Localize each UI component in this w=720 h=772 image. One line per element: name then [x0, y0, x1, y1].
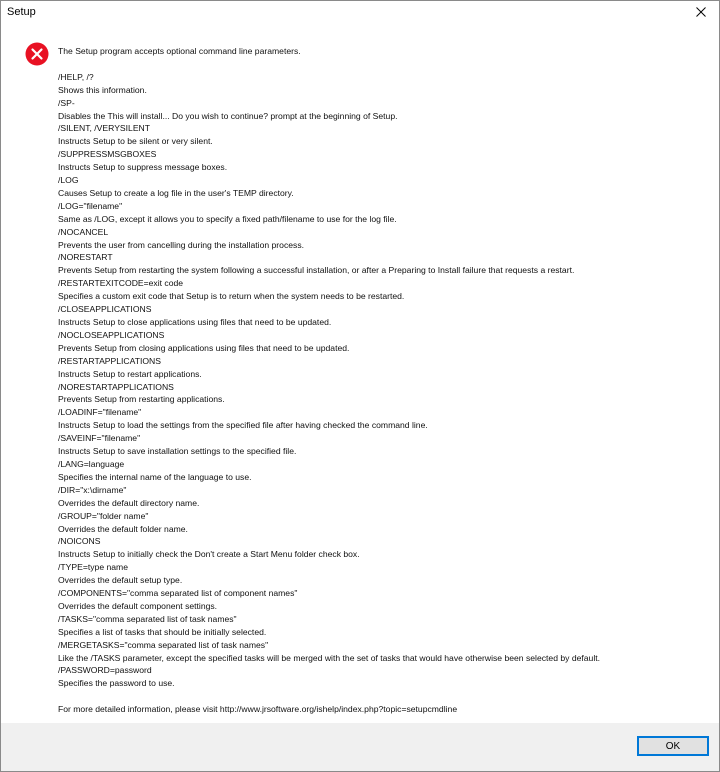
- message-line: Instructs Setup to be silent or very silent.: [58, 136, 213, 147]
- message-line: Same as /LOG, except it allows you to specify a fixed path/filename to use for the log file.: [58, 213, 397, 224]
- window-title: Setup: [7, 6, 36, 18]
- message-line: /NOICONS: [58, 536, 101, 547]
- title-bar: [1, 1, 719, 25]
- message-line: [58, 690, 708, 703]
- message-line: Specifies a custom exit code that Setup is to return when the system needs to be restarted.: [58, 291, 405, 302]
- message-line: /NOCANCEL: [58, 226, 109, 237]
- ok-button[interactable]: OK: [637, 736, 709, 756]
- message-line: /COMPONENTS="comma separated list of component names": [58, 588, 298, 599]
- message-line: [58, 58, 708, 71]
- message-line: Shows this information.: [58, 84, 147, 95]
- message-line: /HELP, /?: [58, 71, 94, 82]
- message-line: /PASSWORD=password: [58, 665, 152, 676]
- message-line: /LOG: [58, 175, 79, 186]
- message-line: Instructs Setup to restart applications.: [58, 368, 202, 379]
- message-line: Like the /TASKS parameter, except the specified tasks will be merged with the set of tasks that would have otherwise been selected by default.: [58, 652, 601, 663]
- dialog-content: [1, 25, 719, 723]
- message-line: Specifies a list of tasks that should be initially selected.: [58, 626, 267, 637]
- message-line: /SILENT, /VERYSILENT: [58, 123, 151, 134]
- message-line: Prevents the user from cancelling during the installation process.: [58, 239, 305, 250]
- message-line: Instructs Setup to initially check the Don't create a Start Menu folder check box.: [58, 549, 360, 560]
- message-line: Prevents Setup from restarting the system following a successful installation, or after a Preparing to Install failure that requests a restart.: [58, 265, 575, 276]
- message-line: /MERGETASKS="comma separated list of task names": [58, 639, 269, 650]
- message-line: /SP-: [58, 97, 75, 108]
- message-line: Instructs Setup to close applications using files that need to be updated.: [58, 317, 332, 328]
- close-button[interactable]: [687, 1, 715, 23]
- message-line: /NOCLOSEAPPLICATIONS: [58, 329, 165, 340]
- error-icon: [25, 42, 49, 66]
- message-line: /NORESTARTAPPLICATIONS: [58, 381, 174, 392]
- message-line: /RESTARTAPPLICATIONS: [58, 355, 161, 366]
- message-line: Overrides the default setup type.: [58, 575, 183, 586]
- message-line: /RESTARTEXITCODE=exit code: [58, 278, 184, 289]
- message-text: [58, 45, 708, 716]
- message-line: /GROUP="folder name": [58, 510, 149, 521]
- message-line: /DIR="x:\dirname": [58, 484, 127, 495]
- message-line: Instructs Setup to load the settings from the specified file after having checked the command line.: [58, 420, 428, 431]
- message-line: /TASKS="comma separated list of task names": [58, 613, 237, 624]
- message-line: /LOADINF="filename": [58, 407, 142, 418]
- message-line: /SAVEINF="filename": [58, 433, 141, 444]
- message-line: /LOG="filename": [58, 200, 123, 211]
- button-bar: [1, 723, 719, 771]
- message-line: /LANG=language: [58, 458, 125, 469]
- message-line: Specifies the internal name of the language to use.: [58, 471, 252, 482]
- message-line: Prevents Setup from closing applications using files that need to be updated.: [58, 342, 350, 353]
- message-line: Prevents Setup from restarting applications.: [58, 394, 225, 405]
- close-icon: [696, 7, 706, 17]
- message-line: The Setup program accepts optional command line parameters.: [58, 46, 301, 56]
- message-line: Disables the This will install... Do you wish to continue? prompt at the beginning of Setup.: [58, 110, 398, 121]
- message-line: Instructs Setup to suppress message boxes.: [58, 162, 228, 173]
- message-line: Overrides the default folder name.: [58, 523, 188, 534]
- message-line: Overrides the default directory name.: [58, 497, 200, 508]
- message-line: Instructs Setup to save installation settings to the specified file.: [58, 446, 297, 457]
- message-line: /NORESTART: [58, 252, 113, 263]
- message-line: /TYPE=type name: [58, 562, 128, 573]
- message-line: Specifies the password to use.: [58, 678, 175, 689]
- message-line: /SUPPRESSMSGBOXES: [58, 149, 157, 160]
- message-line: Overrides the default component settings.: [58, 600, 218, 611]
- message-line: For more detailed information, please visit http://www.jrsoftware.org/ishelp/index.php?topic=setupcmdline: [58, 704, 458, 715]
- message-line: /CLOSEAPPLICATIONS: [58, 304, 152, 315]
- message-line: Causes Setup to create a log file in the user's TEMP directory.: [58, 187, 294, 198]
